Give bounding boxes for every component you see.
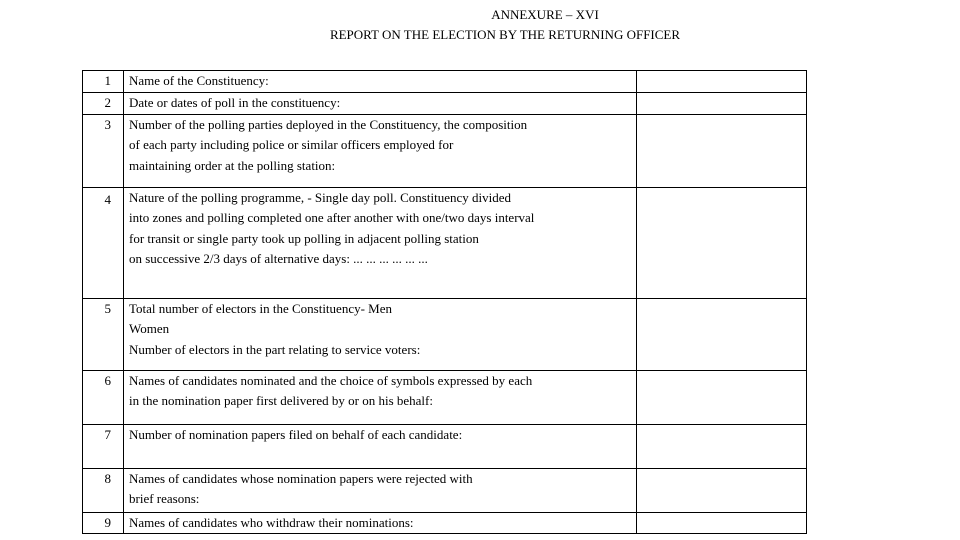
answer-cell[interactable] [637,114,807,187]
item-number: 3 [83,114,124,187]
item-line: brief reasons: [129,491,200,506]
answer-cell[interactable] [637,468,807,512]
item-line: Names of candidates nominated and the choice of symbols expressed by each [129,372,533,388]
item-number: 1 [83,71,124,93]
item-text [124,71,637,93]
report-table [82,70,807,534]
answer-cell[interactable] [637,71,807,93]
item-line: Number of nomination papers filed on behalf of each candidate: [129,426,463,442]
item-line: Number of the polling parties deployed in the Constituency, the composition [129,116,528,132]
item-text [124,298,637,370]
item-line: Nature of the polling programme, - Single day poll. Constituency divided [129,189,511,205]
answer-cell[interactable] [637,512,807,534]
item-line: for transit or single party took up polling in adjacent polling station [129,230,479,246]
item-text [124,187,637,298]
answer-cell[interactable] [637,424,807,468]
item-text [124,468,637,512]
answer-cell[interactable] [637,93,807,115]
item-line: Names of candidates who withdraw their nominations: [129,514,414,530]
item-line: into zones and polling completed one after another with one/two days interval [129,210,535,225]
item-number: 2 [83,93,124,115]
table-row [83,114,807,187]
table-row [83,424,807,468]
item-text [124,424,637,468]
item-line: of each party including police or similar officers employed for [129,137,454,152]
item-number: 5 [83,298,124,370]
item-number: 6 [83,370,124,424]
table-row [83,468,807,512]
answer-cell[interactable] [637,370,807,424]
item-line: Number of electors in the part relating to service voters: [129,341,421,357]
item-number: 7 [83,424,124,468]
item-line: maintaining order at the polling station: [129,157,336,173]
item-text [124,512,637,534]
item-text [124,114,637,187]
item-text [124,93,637,115]
item-line: Date or dates of poll in the constituency: [129,95,341,110]
table-row [83,370,807,424]
item-text [124,370,637,424]
item-line: Total number of electors in the Constituency- Men [129,300,392,316]
report-title: REPORT ON THE ELECTION BY THE RETURNING OFFICER [329,27,681,42]
item-line: Women [129,321,170,336]
table-row [83,187,807,298]
item-number: 8 [83,468,124,512]
item-number: 4 [83,187,124,298]
item-line: in the nomination paper first delivered by or on his behalf: [129,393,433,408]
table-row [83,512,807,534]
table-row [83,298,807,370]
answer-cell[interactable] [637,298,807,370]
table-row [83,71,807,93]
answer-cell[interactable] [637,187,807,298]
annexure-heading: ANNEXURE – XVI [491,7,599,22]
item-line: on successive 2/3 days of alternative days: ... ... ... ... ... ... [129,251,428,266]
item-line: Names of candidates whose nomination papers were rejected with [129,470,473,486]
item-line: Name of the Constituency: [129,73,269,88]
table-row [83,93,807,115]
item-number: 9 [83,512,124,534]
